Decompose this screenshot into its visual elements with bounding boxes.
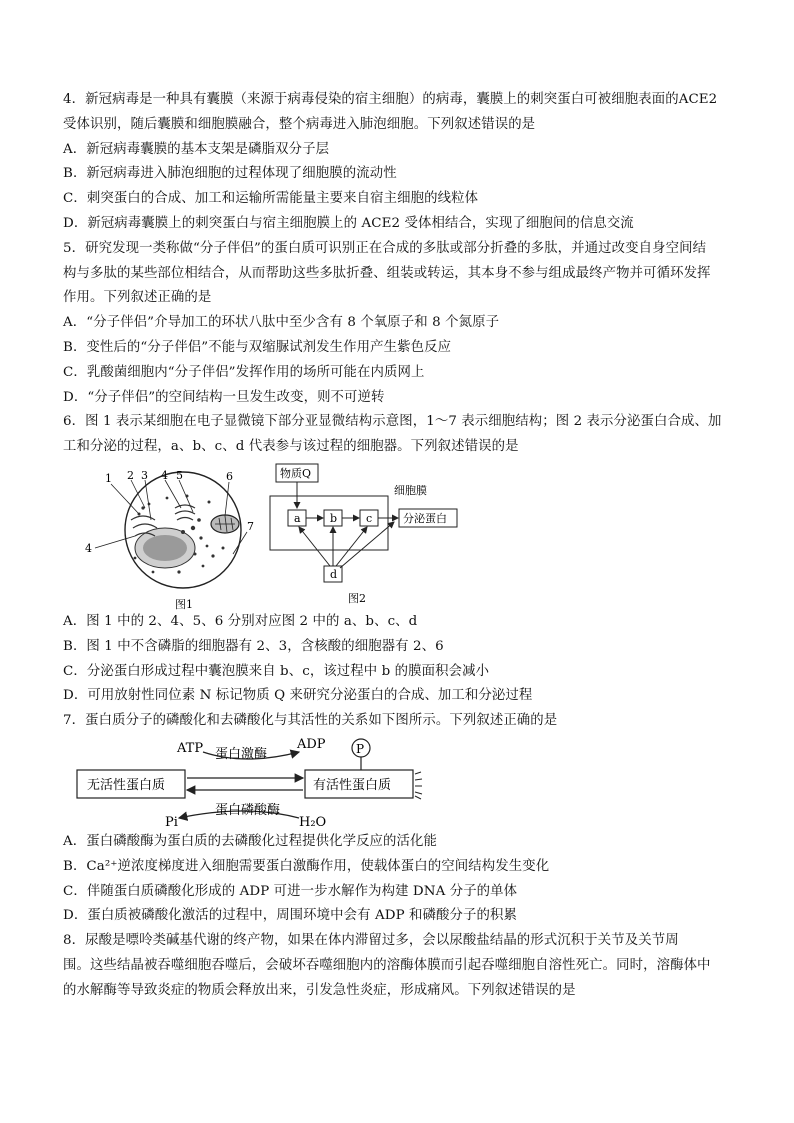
- q6-stem-line-1: 6．图 1 表示某细胞在电子显微镜下部分亚显微结构示意图，1～7 表示细胞结构；图 2 表示分泌蛋白合成、加: [63, 414, 722, 430]
- q4-option-a[interactable]: A．新冠病毒囊膜的基本支架是磷脂双分子层: [63, 141, 330, 157]
- q6-option-b[interactable]: B．图 1 中不含磷脂的细胞器有 2、3，含核酸的细胞器有 2、6: [63, 638, 444, 654]
- q6-figures: [63, 460, 735, 610]
- golgi-apparatus: [175, 505, 195, 520]
- q6-option-d[interactable]: D．可用放射性同位素 N 标记物质 Q 来研究分泌蛋白的合成、加工和分泌过程: [63, 688, 533, 704]
- fig1-label-5: 5: [176, 468, 183, 482]
- fig1-caption: 图1: [175, 597, 193, 610]
- fig1-label-1: 1: [105, 471, 112, 485]
- question-7: [63, 709, 735, 929]
- q7-option-c[interactable]: C．伴随蛋白质磷酸化形成的 ADP 可进一步水解作为构建 DNA 分子的单体: [63, 883, 518, 899]
- node-a-label: a: [294, 511, 301, 525]
- q7-option-d[interactable]: D．蛋白质被磷酸化激活的过程中，周围环境中会有 ADP 和磷酸分子的积累: [63, 908, 517, 924]
- kinase-label: 蛋白激酶: [215, 746, 268, 762]
- q5-stem-line-3: 作用。下列叙述正确的是: [63, 290, 212, 306]
- question-page: [63, 88, 735, 1004]
- active-protein-label: 有活性蛋白质: [313, 777, 392, 793]
- q4-option-c[interactable]: C．刺突蛋白的合成、加工和运输所需能量主要来自宿主细胞的线粒体: [63, 191, 479, 207]
- q7-stem-line-1: 7．蛋白质分子的磷酸化和去磷酸化与其活性的关系如下图所示。下列叙述正确的是: [63, 713, 558, 729]
- question-6: [63, 410, 735, 709]
- q5-option-c[interactable]: C．乳酸菌细胞内“分子伴侣”发挥作用的场所可能在内质网上: [63, 364, 425, 380]
- fig1-label-3: 3: [141, 468, 148, 482]
- q5-stem-line-2: 构与多肽的某些部位相结合，从而帮助这些多肽折叠、组装或转运，其本身不参与组成最终产物并可循环发挥: [63, 265, 711, 281]
- active-site-ticks: [415, 772, 422, 799]
- q6-option-a[interactable]: A．图 1 中的 2、4、5、6 分别对应图 2 中的 a、b、c、d: [63, 613, 418, 629]
- adp-label: ADP: [297, 736, 326, 752]
- question-8: [63, 929, 735, 1003]
- pi-label: Pi: [165, 814, 178, 830]
- q6-stem-line-2: 工和分泌的过程，a、b、c、d 代表参与该过程的细胞器。下列叙述错误的是: [63, 439, 519, 455]
- node-b-label: b: [330, 511, 338, 525]
- atp-label: ATP: [177, 740, 204, 756]
- q7-option-b[interactable]: B．Ca²⁺逆浓度梯度进入细胞需要蛋白激酶作用，使载体蛋白的空间结构发生变化: [63, 858, 550, 874]
- q7-option-a[interactable]: A．蛋白磷酸酶为蛋白质的去磷酸化过程提供化学反应的活化能: [63, 833, 438, 849]
- q4-option-b[interactable]: B．新冠病毒进入肺泡细胞的过程体现了细胞膜的流动性: [63, 166, 397, 182]
- q8-stem-line-2: 围。这些结晶被吞噬细胞吞噬后，会破坏吞噬细胞内的溶酶体膜而引起吞噬细胞自溶性死亡。同时，溶酶体中: [63, 957, 711, 973]
- question-4: [63, 88, 735, 237]
- phosphate-label: P: [356, 741, 365, 756]
- node-d-label: d: [330, 567, 338, 581]
- figure-1-cell-diagram: [83, 468, 273, 610]
- fig1-label-7: 7: [247, 519, 254, 533]
- fig1-label-4: 4: [161, 468, 168, 482]
- q8-stem-line-3: 的水解酶等导致炎症的物质会释放出来，引发急性炎症，形成痛风。下列叙述错误的是: [63, 982, 576, 998]
- secreted-protein-label: 分泌蛋白: [403, 511, 447, 525]
- q4-option-d[interactable]: D．新冠病毒囊膜上的刺突蛋白与宿主细胞膜上的 ACE2 受体相结合，实现了细胞间的信息交流: [63, 215, 634, 231]
- q5-option-b[interactable]: B．变性后的“分子伴侣”不能与双缩脲试剂发生作用产生紫色反应: [63, 339, 452, 355]
- phosphatase-label: 蛋白磷酸酶: [215, 802, 281, 818]
- fig1-label-4-left: 4: [85, 541, 92, 555]
- q6-option-c[interactable]: C．分泌蛋白形成过程中囊泡膜来自 b、c，该过程中 b 的膜面积会减小: [63, 663, 490, 679]
- fig1-label-2: 2: [127, 468, 134, 482]
- inactive-protein-label: 无活性蛋白质: [87, 777, 166, 793]
- cell-membrane-label: 细胞膜: [394, 483, 427, 497]
- figure-2-secretion-diagram: [268, 462, 468, 610]
- q8-stem-line-1: 8．尿酸是嘌呤类碱基代谢的终产物，如果在体内滞留过多，会以尿酸盐结晶的形式沉积于关节及关节周: [63, 933, 679, 949]
- question-5: [63, 237, 735, 411]
- q4-stem-line-2: 受体识别，随后囊膜和细胞膜融合，整个病毒进入肺泡细胞。下列叙述错误的是: [63, 116, 536, 132]
- h2o-label: H₂O: [299, 814, 327, 830]
- q5-stem-line-1: 5．研究发现一类称做“分子伴侣”的蛋白质可识别正在合成的多肽或部分折叠的多肽，并通过改变自身空间结: [63, 240, 707, 256]
- figure-phosphorylation: [75, 734, 435, 830]
- node-c-label: c: [366, 511, 373, 525]
- fig2-caption: 图2: [348, 591, 366, 605]
- fig1-label-6: 6: [226, 469, 233, 483]
- q5-option-a[interactable]: A．“分子伴侣”介导加工的环状八肽中至少含有 8 个氧原子和 8 个氮原子: [63, 315, 500, 331]
- q5-option-d[interactable]: D．“分子伴侣”的空间结构一旦发生改变，则不可逆转: [63, 389, 385, 405]
- q4-stem-line-1: 4．新冠病毒是一种具有囊膜（来源于病毒侵染的宿主细胞）的病毒，囊膜上的刺突蛋白可被细胞表面的ACE2: [63, 92, 718, 107]
- substance-q-label: 物质Q: [280, 466, 312, 480]
